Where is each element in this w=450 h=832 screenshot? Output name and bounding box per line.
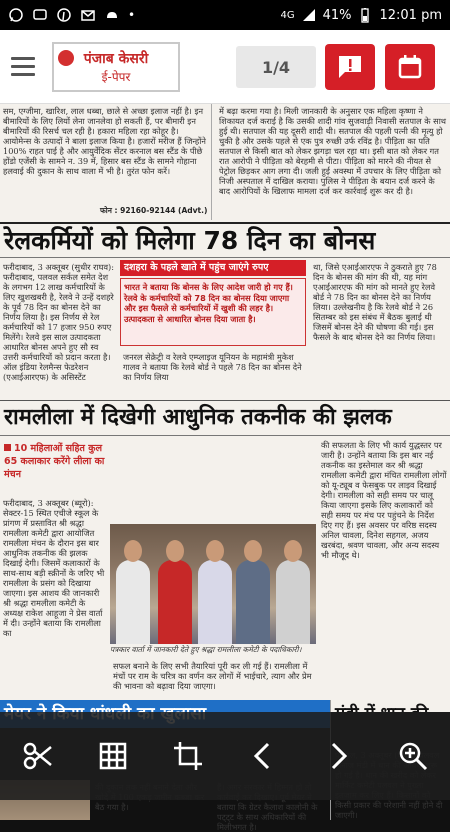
story-bonus-mid: जनरल सेक्रेट्री व रेलवे एम्प्लाइज यूनियन के महामंत्री मुकेश गालव ने बताया कि रेलवे बोर्ड ने पहले 78 दिन का बोनस देने का निर्णय लिया	[123, 352, 302, 382]
status-bar	[0, 0, 450, 30]
photo-caption: पत्रकार वार्ता में जानकारी देते हुए श्रद्धा रामलीला कमेटी के पदाधिकारी।	[110, 645, 302, 654]
scissors-icon	[21, 739, 55, 773]
app-bar	[0, 30, 450, 104]
thumbnails-button[interactable]	[88, 726, 138, 786]
highlight-box: भारत ने बताया कि बोनस के लिए आदेश जारी हो गए हैं। रेलवे के कर्मचारियों को 78 दिन का बोनस दिया जाएगा और इस फैसले से कर्मचारियों में खुशी की लहर है। उत्पादकता से आधारित बोनस दिया जाता है।	[120, 278, 306, 346]
zoom-in-icon	[396, 739, 430, 773]
battery-icon	[357, 7, 373, 23]
story-chuna-mid: बैठ गया है।	[95, 802, 129, 812]
news-text: में बढ़ा करमा गया है। मिली जानकारी के अनुसार एक महिला कृष्णा ने शिकायत दर्ज कराई है कि उसकी शादी गांव सुजवाड़ी निवासी सतपाल के साथ हुई थी। सतपाल की यह दूसरी शादी थी। सतपाल की पहली पत्नी की मृत्यु हो चुकी है और उसके पहले से एक पुत्र रुच्छी उर्फ रविंद्र है। पीड़िता का पति सतपाल से किसी बात को लेकर झगड़ा चल रहा था। इसी बात को लेकर गत रात आरोपी ने पीड़िता को बेरहमी से पीटा। पीड़िता को मारने की नीयत से पेट्रोल छिड़कर आग लगा दी। जली हुई अवस्था में उपचार के लिए पीड़िता को निजी अस्पताल में दाखिल कराया। पुलिस ने पीड़िता के बयान दर्ज करने के बाद आरोपियों के खिलाफ मामला दर्ज कर कार्रवाई शुरू कर दी है।	[219, 106, 447, 196]
signal-icon	[301, 7, 317, 23]
bullet-icon	[4, 444, 11, 451]
mandi-text: किसी प्रकार की परेशानी नहीं होने दी जाएगी।	[335, 800, 443, 820]
previous-page-button[interactable]	[238, 726, 288, 786]
whatsapp-icon	[8, 7, 24, 23]
story-ramlila-left: फरीदाबाद, 3 अक्तूबर (ब्यूरो): सेक्टर-15 स्थित एचीजे स्कूल के प्रांगण में प्रस्तावित श्री श्रद्धा रामलीला कमेटी द्वारा आयोजित रामलीला मंचन के दौरान इस बार आधुनिक तकनीक की झलक दिखाई देगी। जिसमें कलाकारों के साथ-साथ बड़ी स्क्रीनों के जरिए भी रामलीला के प्रसंग को दिखाया जाएगा। इस आशय की जानकारी श्री श्रद्धा रामलीला कमेटी के अध्यक्ष राकेश आहूजा ने प्रेस वार्ता में दी। उन्होंने बताया कि रामलीला का	[3, 498, 105, 638]
crop-button[interactable]	[163, 726, 213, 786]
android-icon	[104, 7, 120, 23]
ad-text: सम, एग्जीमा, खारिश, लाल धब्बा, छाले से अच्छा इलाज नहीं है। इन बीमारियों के लिए लियों लेना जानलेवा हो सकती हैं, पर बीमारी इन बीमारियों की रिसर्च चल रही है। हकारा महिला रहा कोहूर है। आयोमेन्स के उत्पादों ने बाला इलाज किया है। हजारों मरीज हैं जिन्होंने 100% राहत पाई है और आयुर्वेदिक सेंटर करनाल बस स्टैंड के पीछे होंडो एजेंसी के सामने न. 39 में, हिसार बस स्टैंड के सामने गोहाना हलवाई की दुकान के साथ वाला में भी है। तुरंत फोन करें।	[3, 106, 206, 176]
clock: 12:01 pm	[379, 7, 442, 23]
grid-icon	[96, 739, 130, 773]
gmail-icon	[80, 7, 96, 23]
bottom-toolbar	[0, 712, 450, 800]
zoom-in-button[interactable]	[388, 726, 438, 786]
page-indicator[interactable]: 1/4	[236, 46, 316, 88]
prev-icon	[246, 739, 280, 773]
headline-ramlila: रामलीला में दिखेगी आधुनिक तकनीक की झलक	[0, 400, 450, 436]
network-type: 4G	[280, 9, 295, 21]
story-ramlila-mid: सफल बनाने के लिए सभी तैयारियां पूरी कर ली गई हैं। रामलीला में मंचों पर राम के चरित्र का वर्णन कर लोगों में भाईचारे, त्याग और प्रेम की भावना को बढ़ावा दिया जाएगा।	[113, 661, 312, 691]
battery-percent: 41%	[322, 7, 352, 23]
comment-alert-icon	[336, 53, 364, 81]
logo-subtitle: ई-पेपर	[101, 69, 131, 84]
logo-title: पंजाब केसरी	[83, 50, 149, 67]
calendar-icon	[396, 53, 424, 81]
logo[interactable]	[52, 42, 180, 92]
pinterest-icon	[56, 7, 72, 23]
news-photo	[110, 524, 316, 644]
more-notifications-icon: •	[128, 8, 136, 22]
red-banner: दशहरा के पहले खाते में पहुंच जाएंगे रुपए	[120, 260, 306, 276]
news-snippet-top	[216, 104, 450, 220]
crop-icon	[171, 739, 205, 773]
next-page-button[interactable]	[313, 726, 363, 786]
next-icon	[321, 739, 355, 773]
story-bonus-right: था, जिसे एआईआरएफ ने ठुकराते हुए 78 दिन के बोनस की मांग की थी, यह मांग एआईआरएफ की मांग को मानते हुए रेलवे बोर्ड ने 78 दिन का बोनस देने का निर्णय लिया। उल्लेखनीय है कि रेलवे बोर्ड ने 26 सितम्बर को इस संबंध में बैठक बुलाई थी जिसमें बोनस देने की घोषणा की गई। इस फैसले के बाद बोनस देने का निर्णय लिया।	[313, 262, 437, 342]
comment-button[interactable]	[325, 44, 375, 90]
story-chuna-right: बताया कि ग्रेटर कैलाश कालोनी के पट्ट्ट के साथ अधिकारियों की मिलीभगत है।	[217, 802, 318, 832]
menu-icon[interactable]	[4, 30, 42, 104]
clip-button[interactable]	[13, 726, 63, 786]
logo-mark-icon	[58, 50, 74, 66]
story-ramlila-right: की सफलता के लिए भी कार्य युद्धस्तर पर जारी है। उन्होंने बताया कि इस बार नई तकनीक का इस्तेमाल कर श्री श्रद्धा रामलीला कमेटी द्वारा मंचित रामलीला लोगों को यू-ट्यूब व फेसबुक पर लाइव दिखाई देगी। रामलीला को सही समय पर चालू किया जाएगा इसके लिए कलाकारों को सही समय पर मंच पर पहुंचने के निर्देश दिए गए हैं। इस अवसर पर वरिष्ठ सदस्य अनिल चावला, दिनेश सहगल, अजय खरबंदा, श्रवण चावला, और अन्य सदस्य भी मौजूद थे।	[321, 440, 447, 560]
calendar-button[interactable]	[385, 44, 435, 90]
ad-block	[0, 104, 212, 220]
subhead-ramlila: 10 महिलाओं सहित कुल 65 कलाकार करेंगे लीला का मंचन	[4, 443, 105, 480]
ad-phone: फोन : 92160-92144 (Advt.)	[100, 206, 208, 215]
message-icon	[32, 7, 48, 23]
headline-bonus: रेलकर्मियों को मिलेगा 78 दिन का बोनस	[0, 222, 450, 258]
story-bonus-left: फरीदाबाद, 3 अक्तूबर (सुधीर राघव): फरीदाबाद, पलवल सर्कल समेत देश के लगभग 12 लाख कर्मचारियों के लिए खुशखबरी है, रेलवे ने उन्हें दशहरे के पूर्व 78 दिन का बोनस देने का निर्णय लिया है। इस निर्णय से रेल कर्मचारियों को 17 हजार 950 रुपए मिलेंगे। रेलवे इस साल उत्पादकता आधारित बोनस अपने हुए सौ स्व उत्तरी कर्मचारियों को प्रदान करता है। ऑल इंडिया रेलमैन्स फेडरेशन (एआईआरएफ) के असिस्टेंट	[3, 262, 114, 382]
epaper-page[interactable]	[0, 104, 450, 832]
